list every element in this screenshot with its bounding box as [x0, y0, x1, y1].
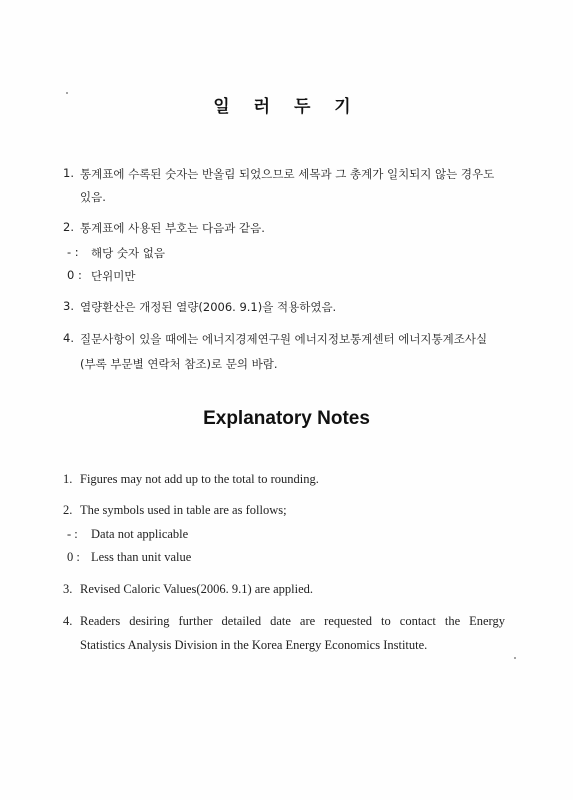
note-number: 3. [63, 582, 73, 596]
note-number: 4. [63, 331, 74, 345]
note-number: 2. [63, 220, 74, 234]
note-text-line: 열량환산은 개정된 열량(2006. 9.1)을 적용하였음. [80, 300, 337, 314]
note-number: 4. [63, 614, 73, 628]
note-number: 1. [63, 166, 74, 180]
symbol-zero-meaning: 단위미만 [91, 269, 136, 283]
note-text-line: (부록 부문별 연락처 참조)로 문의 바람. [80, 357, 278, 371]
symbol-zero-meaning: Less than unit value [91, 550, 192, 564]
korean-title: 일 러 두 기 [213, 97, 360, 117]
symbol-dash-meaning: 해당 숫자 없음 [91, 246, 165, 260]
scan-speck [514, 657, 516, 659]
note-number: 3. [63, 299, 74, 313]
note-text-line: 통계표에 수록된 숫자는 반올림 되었으므로 세목과 그 총계가 일치되지 않는 경우도 [80, 167, 495, 181]
note-text-line: Revised Caloric Values(2006. 9.1) are applied. [80, 582, 314, 596]
symbol-dash: - : [67, 527, 78, 541]
note-number: 2. [63, 503, 73, 517]
note-text-line: Readers desiring further detailed date are requested to contact the Energy [80, 614, 505, 628]
english-title: Explanatory Notes [203, 408, 370, 429]
note-text-line: Statistics Analysis Division in the Korea Energy Economics Institute. [80, 638, 428, 652]
note-text-line: The symbols used in table are as follows; [80, 503, 287, 517]
note-text-line: 통계표에 사용된 부호는 다음과 같음. [80, 221, 265, 235]
symbol-zero: 0 : [67, 268, 82, 282]
symbol-zero: 0 : [67, 550, 80, 564]
note-text-line: Figures may not add up to the total to rounding. [80, 472, 319, 486]
note-number: 1. [63, 472, 73, 486]
note-text-line: 있음. [80, 190, 106, 204]
note-text-line: 질문사항이 있을 때에는 에너지경제연구원 에너지정보통계센터 에너지통계조사실 [80, 332, 488, 346]
symbol-dash: - : [67, 245, 79, 259]
symbol-dash-meaning: Data not applicable [91, 527, 189, 541]
